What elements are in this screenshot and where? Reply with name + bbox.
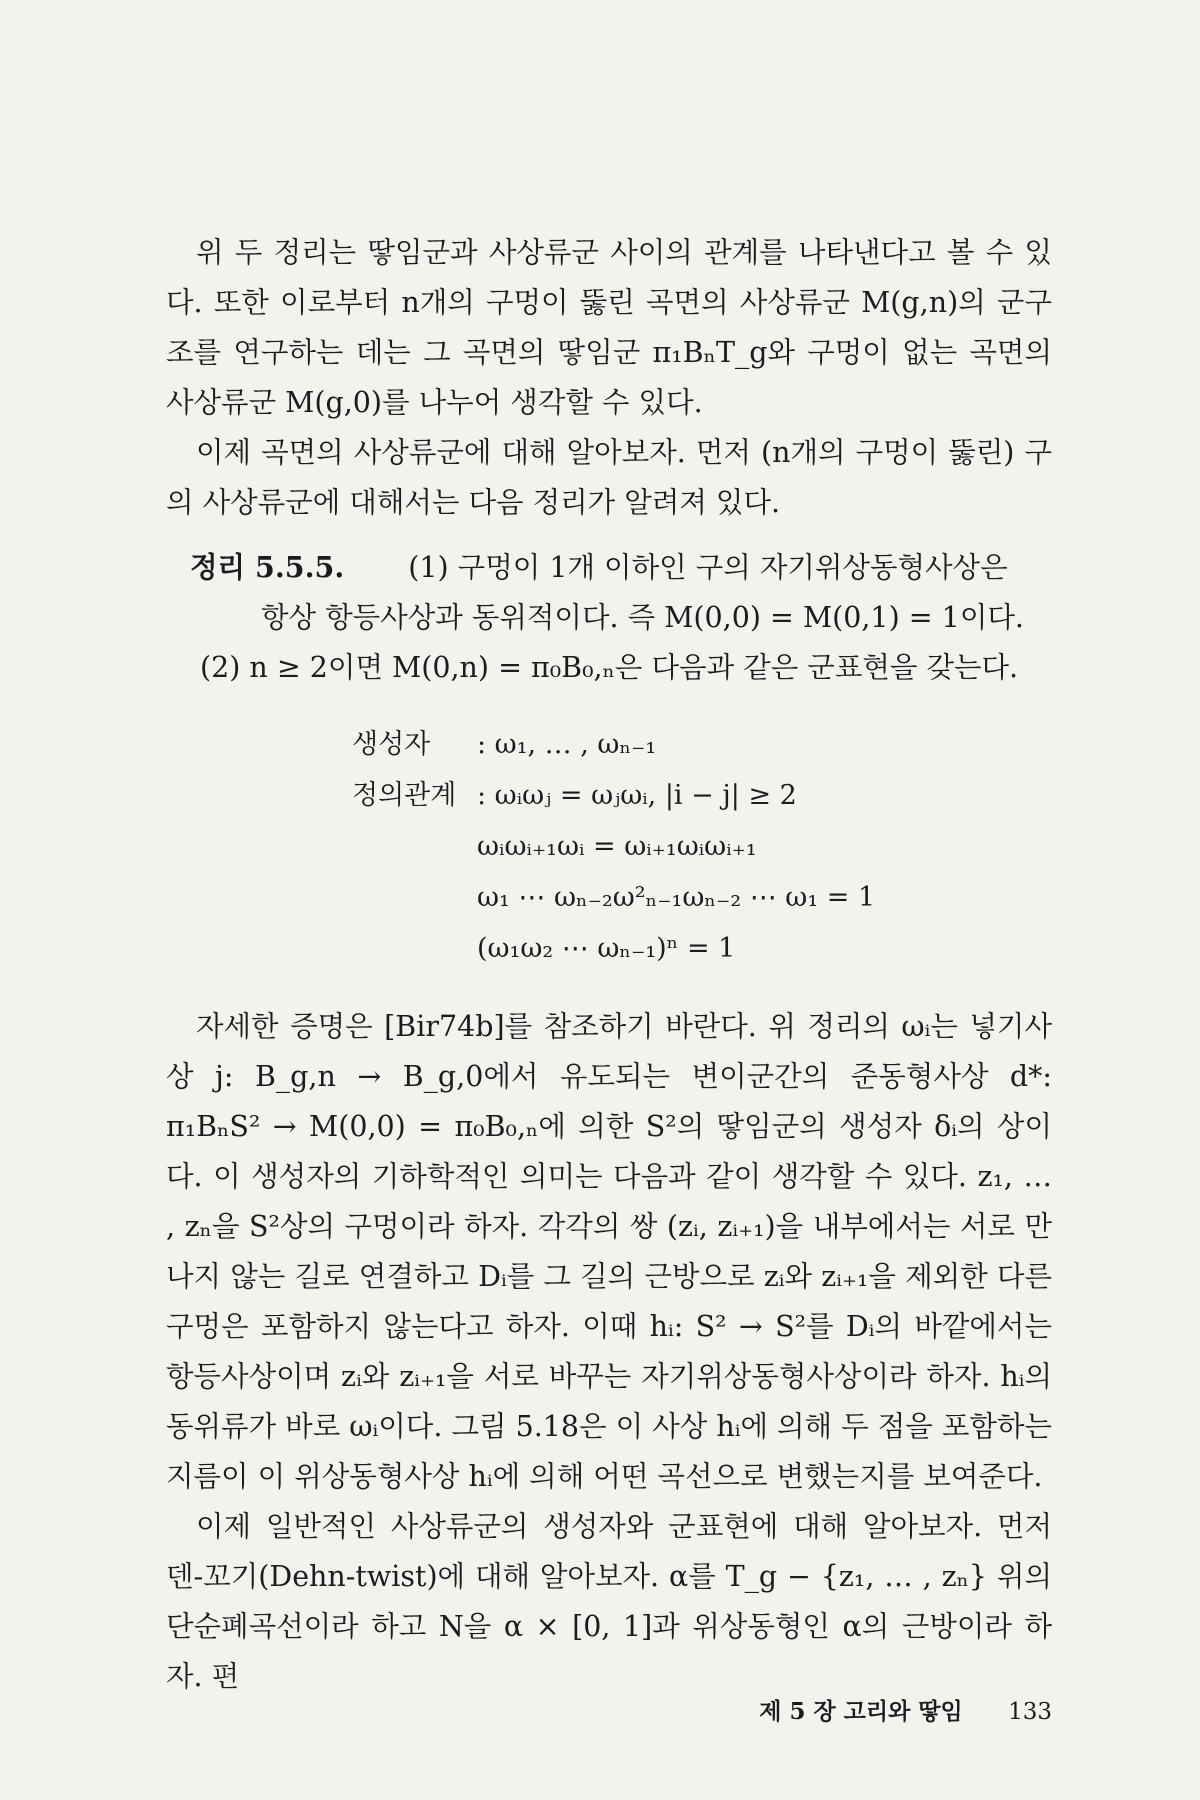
theorem-item-1-a: (1) 구멍이 1개 이하인 구의 자기위상동형사상은: [408, 551, 1008, 584]
theorem-item-2: (2) n ≥ 2이면 M(0,n) = π₀B₀,ₙ은 다음과 같은 군표현을 갖는다.: [200, 651, 1019, 684]
page-footer: [759, 1693, 1052, 1726]
group-presentation: [352, 719, 1052, 974]
generators-list: : ω₁, … , ωₙ₋₁: [477, 729, 657, 760]
generators-row: [352, 719, 1052, 770]
relation-3: ω₁ ⋯ ωₙ₋₂ω²ₙ₋₁ωₙ₋₂ ⋯ ω₁ = 1: [477, 882, 876, 913]
paragraph-4: 이제 일반적인 사상류군의 생성자와 군표현에 대해 알아보자. 먼저 덴-꼬기(Dehn-twist)에 대해 알아보자. α를 T_g − {z₁, … , zₙ} 위의 단순폐곡선이라 하고 N을 α × [0, 1]과 위상동형인 α의 근방이라 하자. 편: [166, 1510, 1052, 1693]
relation-2: ωᵢωᵢ₊₁ωᵢ = ωᵢ₊₁ωᵢωᵢ₊₁: [477, 831, 757, 862]
paragraph-3: 자세한 증명은 [Bir74b]를 참조하기 바란다. 위 정리의 ωᵢ는 넣기사상 j: B_g,n → B_g,0에서 유도되는 변이군간의 준동형사상 d*: π₁BₙS² → M(0,0) = π₀B₀,ₙ에 의한 S²의 땋임군의 생성자 δᵢ의 상이다. 이 생성자의 기하학적인 의미는 다음과 같이 생각할 수 있다. z₁, … , zₙ을 S²상의 구멍이라 하자. 각각의 쌍 (zᵢ, zᵢ₊₁)을 내부에서는 서로 만나지 않는 길로 연결하고 Dᵢ를 그 길의 근방으로 zᵢ와 zᵢ₊₁을 제외한 다른 구멍은 포함하지 않는다고 하자. 이때 hᵢ: S² → S²를 Dᵢ의 바깥에서는 항등사상이며 zᵢ와 zᵢ₊₁을 서로 바꾸는 자기위상동형사상이라 하자. hᵢ의 동위류가 바로 ωᵢ이다. 그림 5.18은 이 사상 hᵢ에 의해 두 점을 포함하는 지름이 이 위상동형사상 hᵢ에 의해 어떤 곡선으로 변했는지를 보여준다.: [166, 1010, 1052, 1493]
theorem-item-1-b: 항상 항등사상과 동위적이다. 즉 M(0,0) = M(0,1) = 1이다.: [261, 601, 1024, 634]
theorem-label: 정리 5.5.5.: [190, 550, 345, 584]
theorem-5-5-5: [166, 542, 1052, 693]
relation-4: (ω₁ω₂ ⋯ ωₙ₋₁)ⁿ = 1: [477, 933, 736, 964]
generators-label: 생성자: [352, 729, 431, 760]
paragraph-2: 이제 곡면의 사상류군에 대해 알아보자. 먼저 (n개의 구멍이 뚫린) 구의 사상류군에 대해서는 다음 정리가 알려져 있다.: [166, 436, 1052, 519]
relations-label: 정의관계: [352, 780, 457, 811]
paragraph-1: 위 두 정리는 땋임군과 사상류군 사이의 관계를 나타낸다고 볼 수 있다. 또한 이로부터 n개의 구멍이 뚫린 곡면의 사상류군 M(g,n)의 군구조를 연구하는 데는 그 곡면의 땋임군 π₁BₙT_g와 구멍이 없는 곡면의 사상류군 M(g,0)를 나누어 생각할 수 있다.: [166, 236, 1052, 419]
theorem-first-line: [166, 542, 1052, 593]
relations-row: [352, 770, 1052, 821]
relation-1: : ωᵢωⱼ = ωⱼωᵢ, |i − j| ≥ 2: [477, 780, 797, 811]
page-number: 133: [1008, 1699, 1052, 1725]
body-text: [166, 228, 1052, 1702]
running-head-chapter: 제 5 장 고리와 땋임: [759, 1698, 963, 1725]
